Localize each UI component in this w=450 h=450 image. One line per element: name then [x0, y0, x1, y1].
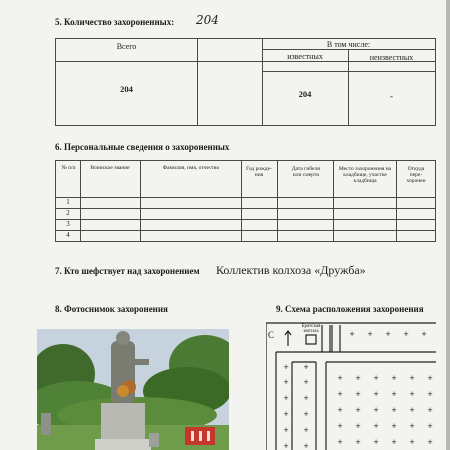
section5-title: 5. Количество захороненных: — [55, 17, 175, 27]
svg-text:+: + — [337, 422, 343, 430]
col-unknown-header: неизвестных — [369, 53, 414, 62]
location-map — [266, 322, 436, 450]
svg-text:+: + — [427, 438, 433, 446]
section8-title: 8. Фотоснимок захоронения — [55, 304, 168, 314]
svg-text:+: + — [409, 438, 415, 446]
section6-title: 6. Персональные сведения о захороненных — [55, 142, 230, 152]
svg-text:+: + — [373, 422, 379, 430]
svg-text:+: + — [373, 406, 379, 414]
svg-text:+: + — [303, 426, 309, 434]
svg-text:+: + — [303, 394, 309, 402]
header-rank: Воинское звание — [90, 165, 130, 171]
svg-text:+: + — [421, 330, 427, 338]
row-number: 3 — [66, 220, 70, 228]
burial-count-table — [55, 38, 436, 126]
row-number: 1 — [66, 198, 70, 206]
patron-value: Коллектив колхоза «Дружба» — [216, 263, 366, 277]
svg-text:+: + — [391, 406, 397, 414]
svg-text:+: + — [427, 406, 433, 414]
svg-text:+: + — [391, 374, 397, 382]
header-name: Фамилия, имя, отчество — [162, 165, 220, 171]
svg-text:+: + — [337, 374, 343, 382]
svg-text:+: + — [409, 406, 415, 414]
svg-text:+: + — [409, 422, 415, 430]
svg-text:+: + — [303, 378, 309, 386]
unknown-value: - — [390, 91, 393, 101]
known-value: 204 — [298, 89, 312, 99]
col-total-header: Всего — [116, 42, 137, 51]
svg-text:+: + — [283, 442, 289, 450]
header-from: Откуда пере-хоронен — [406, 166, 426, 184]
svg-text:+: + — [303, 410, 309, 418]
svg-text:+: + — [391, 390, 397, 398]
header-num: № п/п — [61, 165, 76, 171]
svg-text:+: + — [403, 330, 409, 338]
svg-text:+: + — [303, 363, 309, 371]
svg-text:+: + — [367, 330, 373, 338]
svg-text:+: + — [337, 390, 343, 398]
row-number: 4 — [66, 231, 70, 239]
svg-text:+: + — [283, 394, 289, 402]
svg-text:+: + — [303, 442, 309, 450]
svg-text:+: + — [283, 426, 289, 434]
svg-text:+: + — [427, 374, 433, 382]
svg-text:+: + — [283, 363, 289, 371]
svg-text:+: + — [283, 378, 289, 386]
col-known-header: известных — [287, 52, 323, 61]
header-year: Год рожде-ния — [246, 166, 272, 178]
header-place: Место захоронения на кладбище, участке кладбища — [338, 166, 392, 184]
burial-photo — [37, 329, 229, 450]
section9-title: 9. Схема расположения захоронения — [276, 304, 424, 314]
svg-text:+: + — [355, 390, 361, 398]
svg-text:+: + — [373, 390, 379, 398]
section7-title: 7. Кто шефствует над захоронением — [55, 266, 200, 276]
personal-info-table — [55, 160, 436, 242]
svg-text:+: + — [427, 422, 433, 430]
svg-text:+: + — [373, 374, 379, 382]
svg-text:+: + — [337, 438, 343, 446]
svg-text:+: + — [427, 390, 433, 398]
row-number: 2 — [66, 209, 70, 217]
svg-text:+: + — [391, 422, 397, 430]
svg-text:+: + — [355, 422, 361, 430]
handwritten-count: 204 — [196, 13, 219, 27]
svg-text:+: + — [409, 390, 415, 398]
header-date: Дата гибели или смерти — [291, 166, 321, 178]
north-label: С — [268, 330, 275, 340]
svg-text:+: + — [283, 410, 289, 418]
svg-text:+: + — [355, 406, 361, 414]
svg-text:+: + — [349, 330, 355, 338]
svg-text:+: + — [355, 438, 361, 446]
svg-text:+: + — [409, 374, 415, 382]
svg-text:+: + — [355, 374, 361, 382]
grave-label: Братская могила — [301, 324, 321, 334]
svg-text:+: + — [385, 330, 391, 338]
svg-text:+: + — [337, 406, 343, 414]
total-value: 204 — [120, 84, 133, 94]
col-incl-header: В том числе: — [326, 40, 371, 49]
svg-text:+: + — [373, 438, 379, 446]
svg-text:+: + — [391, 438, 397, 446]
page-edge — [446, 0, 450, 450]
